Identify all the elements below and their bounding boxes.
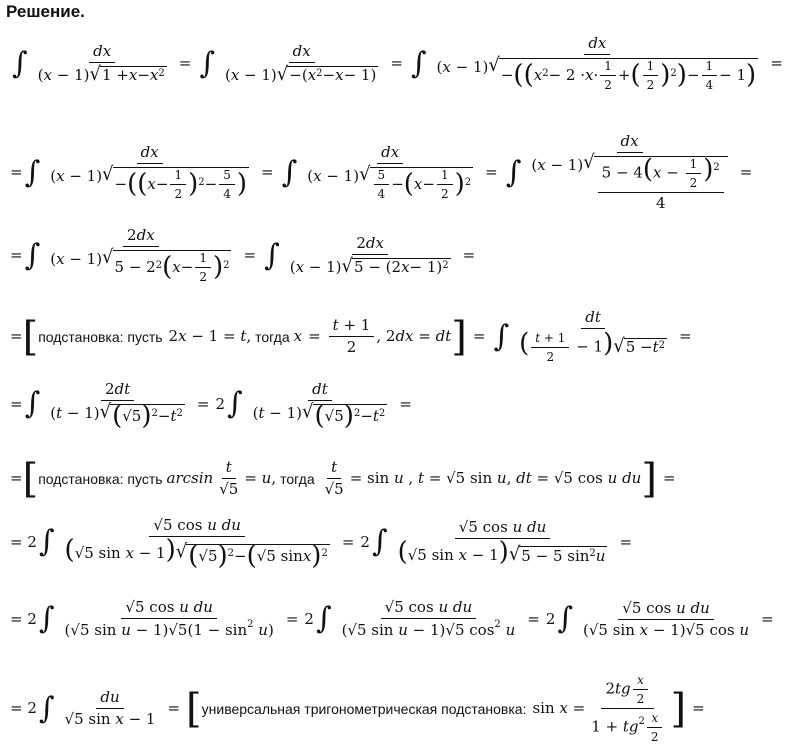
equation-line-1: ∫ dx (x − 1) √ 1 + x − x 2 = ∫ dx (x − 1) √ −( x 2 − x − 1) = ∫ dx (x − 1) √ − (( x 2 − 2 · x · $\frac{1}{2}$ + ( $\frac{1}{2}$ ) 2 ) − $\frac{1}{4}$ − 1 ) = (12, 34, 783, 92)
equation-line-7: = 2 ∫ √5 cos u du (√5 sin x − 1) √ ( √5 ) 2 − ( √5 sin x ) 2 = 2 ∫ √5 cos u du (√5 sin x − 1) √ 5 − 5 sin 2 u = (10, 516, 633, 571)
equation-line-8: = 2 ∫ $\frac{\text{√5 cos u du}}{(√5 \sin u - 1)√5(1 - \sin^2 u)}$ = 2 ∫ $\frac{\text{√5 cos u du}}{(√5 \sin u - 1)√5 \cos^2 u}$ = 2 ∫ $\frac{\text{√5 cos u du}}{\text{(√5 sin x − 1)√5 cos u}}$ = (10, 598, 774, 639)
equation-line-3: = ∫ 2dx (x − 1) √ 5 − 2 2 ( x − $\frac{1}{2}$ ) 2 = ∫ 2dx (x − 1) √ 5 − (2 x − 1) 2 = (10, 226, 476, 284)
equation-line-5: = ∫ 2dt (t − 1) √ ( √5 ) 2 − t 2 = 2 ∫ dt (t − 1) √ ( √5 ) 2 − t 2 = (10, 380, 412, 431)
substitution-label-1: подстановка: пусть (38, 328, 163, 345)
equation-line-6: = [ подстановка: пусть arcsin $\frac{t}{√5}$ = u, тогда $\frac{t}{√5}$ = sin u , t = √5 sin u, dt = √5 cos u du ] = (10, 455, 676, 502)
equation-line-4: = [ подстановка: пусть 2x − 1 = t, тогда x = $\frac{t + 1}{2}$ , 2dx = dt ] = ∫ dt ( $\frac{t + 1}{2}$ − 1) √ 5 − t 2 = (10, 308, 692, 364)
equation-line-9: = 2 ∫ $\frac{du}{\text{√5 sin x − 1}}$ = [ универсальная тригонометрическая подстановка: sin x = 2tg $\frac{x}{2}$ $1 + tg^2$ $\frac{x}{2}$ ] = (10, 673, 705, 744)
substitution-label-2: подстановка: пусть (38, 470, 163, 487)
solution-heading: Решение. (6, 2, 85, 21)
then-label-2: тогда (280, 470, 315, 487)
equation-line-2: = ∫ dx (x − 1) √ − ( ( x − $\frac{1}{2}$ ) 2 − $\frac{5}{4}$ ) = ∫ dx (x − 1) √ $\frac{5}{4}$ − ( x − $\frac{1}{2}$ ) 2 = ∫ dx (x − 1) √ 5 − 4(x − $\frac{1}{2}$ )$^2$ 4 = (10, 132, 753, 212)
universal-substitution-label: универсальная тригонометрическая подстановка: (201, 700, 527, 717)
then-label-1: тогда (255, 328, 290, 345)
